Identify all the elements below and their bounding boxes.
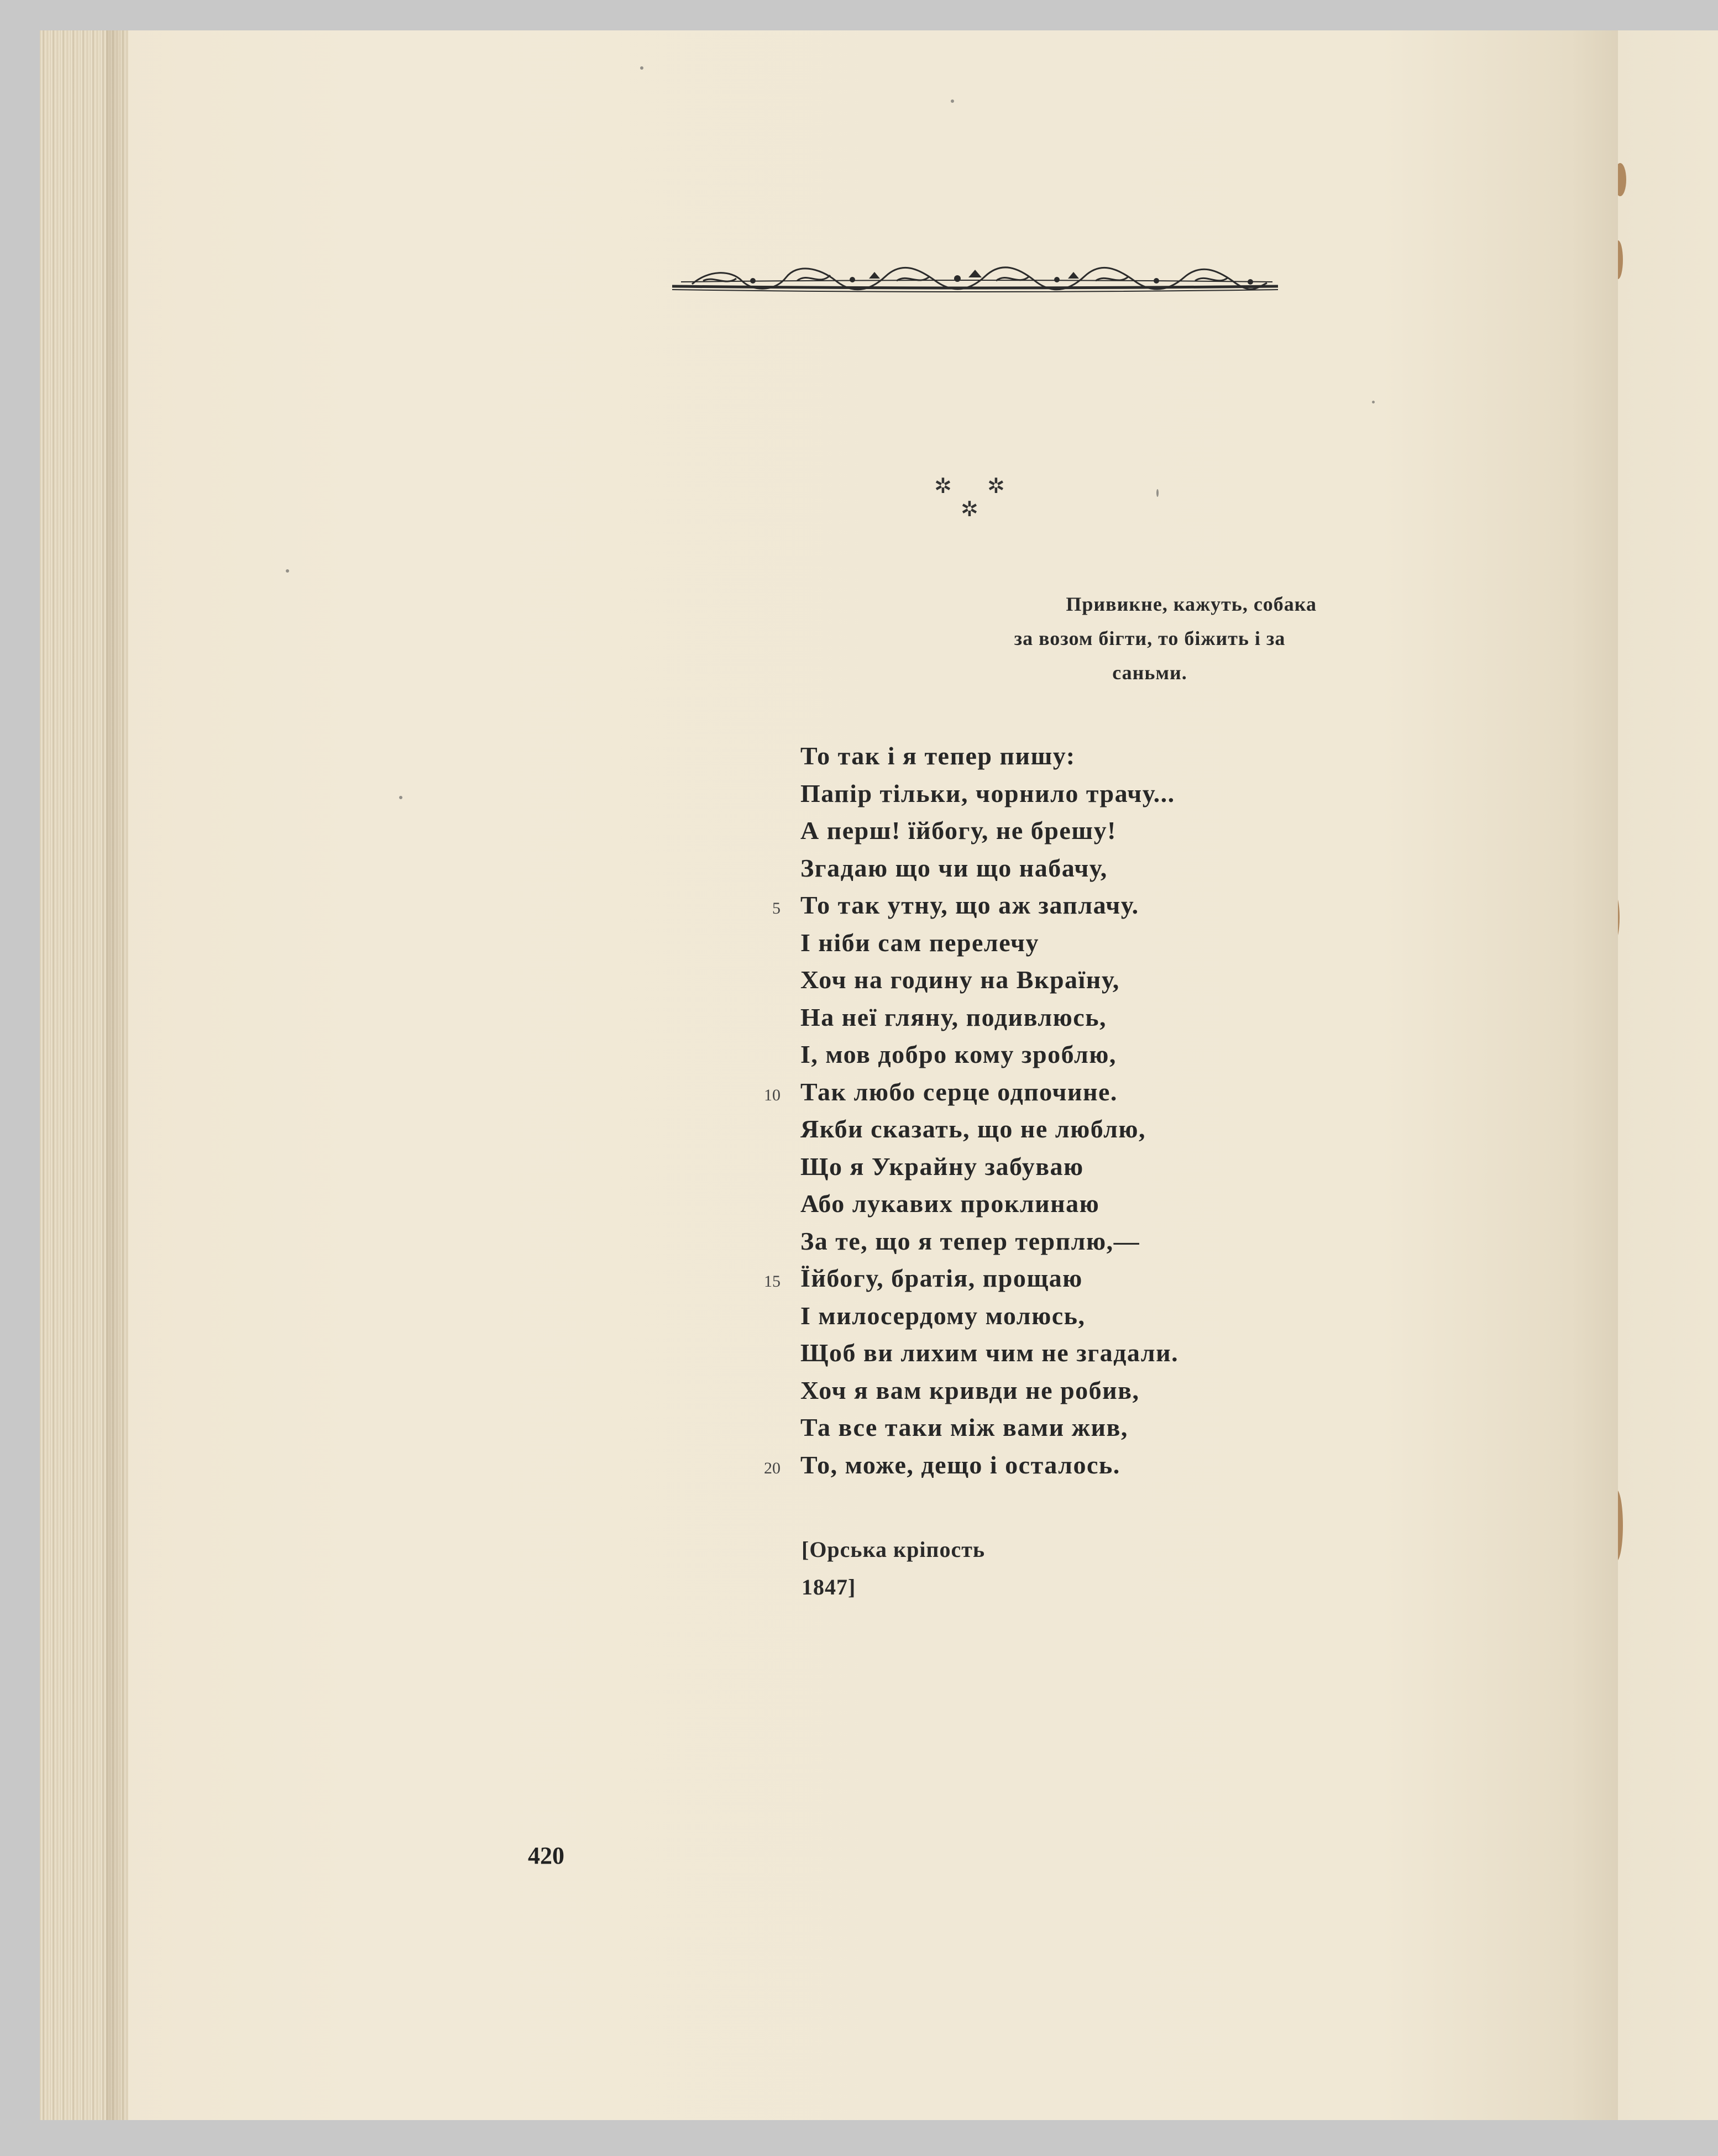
poem-line: [800, 1372, 1178, 1409]
page-edges: [40, 30, 128, 2120]
paper-speck: [286, 569, 289, 573]
epigraph-line: Привикне, кажуть, собака: [1066, 593, 1317, 615]
poem-line-text: Що я Украйну забуваю: [800, 1152, 1084, 1181]
poem-line: [800, 849, 1178, 887]
line-number: 20: [764, 1459, 781, 1477]
asterism-divider: [934, 474, 1005, 525]
page-number: 420: [528, 1842, 564, 1869]
poem-line-text: І, мов добро кому зроблю,: [800, 1040, 1117, 1068]
poem-line: [800, 1148, 1178, 1185]
star-icon: ✲: [961, 497, 978, 521]
star-icon: ✲: [934, 474, 952, 498]
poem-line: [764, 1446, 1178, 1484]
decorative-headpiece: [670, 264, 1281, 297]
poem-body: [764, 737, 1179, 1483]
poem-line-text: Щоб ви лихим чим не згадали.: [800, 1339, 1179, 1367]
epigraph-line: саньми.: [1112, 662, 1187, 684]
poem-line: [800, 924, 1178, 962]
poem-line: [800, 1110, 1178, 1148]
poem-line-text: На неї гляну, подивлюсь,: [800, 1003, 1107, 1031]
poem-line: [764, 1260, 1178, 1297]
poem-line: [800, 775, 1178, 812]
paper-speck: [640, 66, 643, 70]
poem-line: [800, 737, 1178, 775]
poem-line-text: Хоч на годину на Вкраїну,: [800, 966, 1120, 994]
poem-line-text: То так і я тепер пишу:: [800, 742, 1076, 770]
poem-line: [764, 1073, 1178, 1111]
poem-line: [800, 1185, 1178, 1223]
poem-line: [800, 999, 1178, 1036]
poem-line-text: Якби сказать, що не люблю,: [800, 1115, 1146, 1143]
poem-line-text: Їйбогу, братія, прощаю: [800, 1264, 1083, 1292]
dateline-place: [Орська кріпость: [802, 1537, 986, 1562]
poem-line: [800, 1036, 1178, 1073]
poem-line-text: Папір тільки, чорнило трачу...: [800, 779, 1175, 807]
poem-line-text: То, може, дещо і осталось.: [800, 1450, 1120, 1479]
paper-speck: [1372, 401, 1375, 403]
poem-line-text: Так любо серце одпочине.: [800, 1077, 1118, 1106]
line-number: 5: [772, 899, 781, 917]
epigraph-line: за возом бігти, то біжить і за: [1014, 627, 1286, 649]
poem-line: [772, 886, 1178, 924]
poem-line: [800, 961, 1178, 999]
poem-line: [800, 1334, 1178, 1372]
star-icon: ✲: [987, 474, 1005, 498]
poem-line-text: Згадаю що чи що набачу,: [800, 853, 1108, 882]
poem-line-text: Або лукавих проклинаю: [800, 1189, 1100, 1218]
poem-line: [800, 1297, 1178, 1335]
line-number: 10: [764, 1085, 781, 1104]
paper-speck: [1156, 489, 1159, 497]
dateline: [802, 1531, 985, 1606]
poem-line-text: І ніби сам перелечу: [800, 928, 1039, 957]
poem-line-text: Хоч я вам кривди не робив,: [800, 1376, 1140, 1404]
poem-line: [800, 1223, 1178, 1260]
poem-line: [800, 812, 1178, 849]
line-number: 15: [764, 1272, 781, 1291]
poem-line-text: За те, що я тепер терплю,—: [800, 1226, 1140, 1255]
poem-line: [800, 1409, 1178, 1446]
poem-line-text: Та все таки між вами жив,: [800, 1413, 1128, 1441]
paper-speck: [951, 99, 954, 103]
poem-line-text: І милосердому молюсь,: [800, 1301, 1086, 1330]
paper-speck: [399, 796, 402, 799]
poem-line-text: То так утну, що аж заплачу.: [800, 891, 1139, 919]
dateline-year: 1847]: [802, 1575, 856, 1599]
epigraph: [973, 587, 1327, 690]
poem-line-text: А перш! їйбогу, не брешу!: [800, 816, 1117, 844]
